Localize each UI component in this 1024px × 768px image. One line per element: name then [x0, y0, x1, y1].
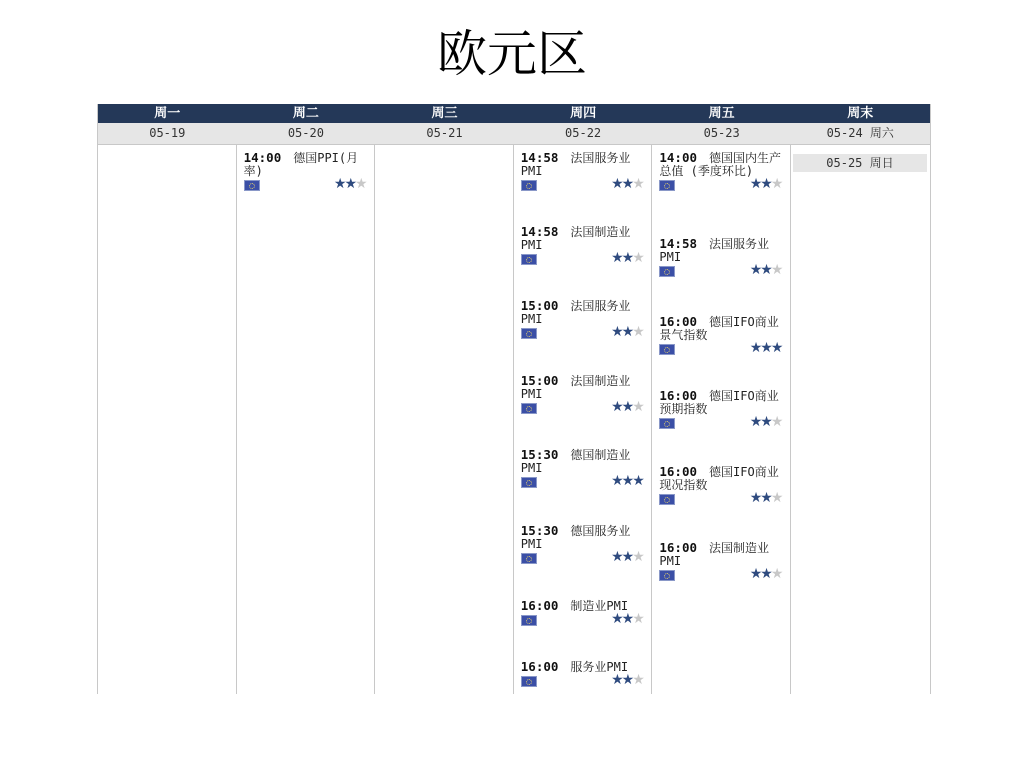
event-name[interactable]: 制造业PMI	[570, 599, 629, 613]
calendar-event[interactable]	[659, 151, 781, 194]
importance-stars	[750, 492, 782, 505]
event-text	[244, 151, 366, 178]
star-icon: ★	[611, 549, 622, 565]
weekday-header-row	[98, 104, 930, 123]
event-name[interactable]: 法国制造业PMI	[659, 541, 770, 568]
event-text	[521, 374, 643, 401]
calendar-event[interactable]	[521, 151, 643, 194]
event-time: 14:00	[659, 150, 698, 165]
event-text	[521, 299, 643, 326]
eu-flag-icon	[521, 180, 537, 191]
event-time: 15:00	[520, 298, 559, 313]
calendar-event[interactable]	[659, 389, 781, 432]
economic-calendar	[97, 104, 931, 694]
event-name[interactable]: 法国服务业PMI	[520, 151, 631, 178]
event-meta	[521, 399, 643, 417]
eu-flag-icon	[659, 344, 675, 355]
event-time: 16:00	[659, 314, 698, 329]
star-icon: ★	[611, 473, 622, 489]
eu-flag-icon	[521, 328, 537, 339]
star-icon: ★	[770, 340, 782, 356]
star-icon: ★	[611, 176, 622, 192]
eu-flag-icon	[521, 403, 537, 414]
importance-stars	[334, 178, 366, 191]
day-date: 05-20	[287, 126, 324, 140]
eu-flag-icon	[521, 254, 537, 265]
weekday-header: 周三	[431, 106, 458, 121]
star-icon: ★	[611, 250, 622, 266]
calendar-event[interactable]	[521, 299, 643, 342]
weekday-header: 周四	[570, 106, 597, 121]
event-meta	[659, 490, 782, 508]
eu-flag-icon	[521, 553, 537, 564]
eu-flag-icon	[659, 180, 675, 191]
event-name[interactable]: 德国服务业PMI	[520, 524, 631, 551]
eu-flag-icon	[659, 418, 675, 429]
star-icon: ★	[749, 490, 761, 506]
star-icon: ★	[760, 262, 771, 278]
event-time: 16:00	[659, 540, 698, 555]
star-icon: ★	[770, 566, 782, 582]
calendar-event[interactable]	[521, 660, 643, 690]
star-icon: ★	[749, 262, 761, 278]
star-icon: ★	[611, 324, 622, 340]
star-icon: ★	[632, 176, 643, 192]
star-icon: ★	[749, 176, 761, 192]
day-column	[237, 145, 376, 694]
star-icon: ★	[632, 672, 643, 688]
calendar-event[interactable]	[659, 315, 781, 358]
star-icon: ★	[760, 414, 771, 430]
event-text	[659, 151, 781, 178]
day-date: 05-23	[703, 126, 740, 140]
event-meta	[521, 473, 643, 491]
calendar-event[interactable]	[659, 465, 781, 508]
eu-flag-icon	[521, 676, 537, 687]
star-icon: ★	[760, 340, 771, 356]
day-date: 05-24 周六	[826, 126, 894, 140]
calendar-event[interactable]	[659, 541, 781, 584]
event-text	[521, 448, 643, 475]
importance-stars	[750, 416, 782, 429]
event-meta	[521, 324, 643, 342]
eu-flag-icon	[521, 615, 537, 626]
star-icon: ★	[770, 414, 782, 430]
importance-stars	[611, 551, 643, 564]
star-icon: ★	[621, 399, 633, 415]
calendar-event[interactable]	[244, 151, 366, 194]
event-meta	[521, 672, 643, 690]
star-icon: ★	[770, 176, 782, 192]
date-row	[98, 123, 930, 145]
star-icon: ★	[621, 611, 633, 627]
event-time: 16:00	[659, 388, 698, 403]
event-name[interactable]: 法国服务业PMI	[520, 299, 631, 326]
day-column	[791, 145, 930, 694]
event-meta	[521, 250, 643, 268]
importance-stars	[611, 326, 643, 339]
event-text	[659, 465, 781, 492]
event-time: 14:00	[243, 150, 282, 165]
importance-stars	[611, 178, 643, 191]
importance-stars	[611, 401, 643, 414]
star-icon: ★	[621, 324, 633, 340]
eu-flag-icon	[659, 494, 675, 505]
importance-stars	[750, 264, 782, 277]
star-icon: ★	[621, 176, 633, 192]
star-icon: ★	[770, 262, 782, 278]
event-meta	[244, 176, 366, 194]
event-meta	[659, 340, 782, 358]
sunday-date: 05-25 周日	[793, 154, 927, 172]
star-icon: ★	[611, 399, 622, 415]
importance-stars	[750, 178, 782, 191]
star-icon: ★	[333, 176, 345, 192]
star-icon: ★	[344, 176, 356, 192]
day-columns	[98, 145, 930, 694]
star-icon: ★	[632, 611, 643, 627]
event-name[interactable]: 服务业PMI	[570, 660, 629, 674]
day-date: 05-19	[149, 126, 186, 140]
event-time: 14:58	[659, 236, 698, 251]
event-name[interactable]: 德国IFO商业景气指数	[659, 315, 779, 342]
star-icon: ★	[632, 324, 643, 340]
importance-stars	[611, 674, 643, 687]
event-time: 15:30	[520, 447, 559, 462]
weekday-header: 周末	[847, 106, 874, 121]
event-text	[521, 151, 643, 178]
star-icon: ★	[355, 176, 366, 192]
event-text	[659, 237, 781, 264]
star-icon: ★	[611, 672, 622, 688]
event-meta	[521, 611, 643, 629]
event-name[interactable]: 德国国内生产总值 (季度环比)	[659, 151, 782, 178]
importance-stars	[750, 342, 782, 355]
event-name[interactable]: 法国服务业PMI	[659, 237, 770, 264]
calendar-event[interactable]	[521, 524, 643, 567]
day-column	[98, 145, 237, 694]
event-time: 16:00	[520, 659, 559, 674]
event-name[interactable]: 德国制造业PMI	[520, 448, 631, 475]
importance-stars	[750, 568, 782, 581]
calendar-event[interactable]	[521, 448, 643, 491]
event-name[interactable]: 法国制造业PMI	[520, 374, 631, 401]
event-meta	[521, 176, 643, 194]
eu-flag-icon	[659, 570, 675, 581]
calendar-event[interactable]	[659, 237, 781, 280]
event-time: 15:30	[520, 523, 559, 538]
event-text	[659, 315, 781, 342]
event-meta	[659, 414, 782, 432]
day-date: 05-22	[565, 126, 602, 140]
star-icon: ★	[621, 672, 633, 688]
event-text	[659, 389, 781, 416]
event-meta	[659, 262, 782, 280]
star-icon: ★	[749, 566, 761, 582]
event-name[interactable]: 德国PPI(月率)	[243, 151, 359, 178]
event-time: 14:58	[520, 150, 559, 165]
event-time: 16:00	[659, 464, 698, 479]
event-name[interactable]: 法国制造业PMI	[520, 225, 631, 252]
importance-stars	[611, 252, 643, 265]
star-icon: ★	[632, 549, 643, 565]
eu-flag-icon	[659, 266, 675, 277]
weekday-header: 周一	[154, 106, 181, 121]
event-meta	[521, 549, 643, 567]
event-name[interactable]: 德国IFO商业预期指数	[659, 389, 779, 416]
day-date: 05-21	[426, 126, 463, 140]
star-icon: ★	[749, 340, 761, 356]
event-meta	[659, 566, 782, 584]
star-icon: ★	[770, 490, 782, 506]
day-column	[375, 145, 514, 694]
event-text	[521, 524, 643, 551]
star-icon: ★	[621, 250, 633, 266]
event-time: 15:00	[520, 373, 559, 388]
day-column	[652, 145, 791, 694]
eu-flag-icon	[521, 477, 537, 488]
event-time: 14:58	[520, 224, 559, 239]
event-text	[521, 225, 643, 252]
star-icon: ★	[632, 473, 643, 489]
star-icon: ★	[621, 473, 633, 489]
star-icon: ★	[760, 566, 771, 582]
star-icon: ★	[632, 399, 643, 415]
weekday-header: 周二	[292, 106, 319, 121]
page-title: 欧元区	[437, 25, 587, 83]
importance-stars	[611, 475, 643, 488]
event-meta	[659, 176, 782, 194]
event-time: 16:00	[520, 598, 559, 613]
calendar-event[interactable]	[521, 225, 643, 268]
day-column	[514, 145, 653, 694]
event-text	[659, 541, 781, 568]
event-name[interactable]: 德国IFO商业现况指数	[659, 465, 779, 492]
star-icon: ★	[621, 549, 633, 565]
star-icon: ★	[749, 414, 761, 430]
star-icon: ★	[760, 490, 771, 506]
star-icon: ★	[760, 176, 771, 192]
eu-flag-icon	[244, 180, 260, 191]
calendar-event[interactable]	[521, 599, 643, 629]
calendar-event[interactable]	[521, 374, 643, 417]
weekday-header: 周五	[708, 106, 735, 121]
star-icon: ★	[611, 611, 622, 627]
importance-stars	[611, 613, 643, 626]
star-icon: ★	[632, 250, 643, 266]
